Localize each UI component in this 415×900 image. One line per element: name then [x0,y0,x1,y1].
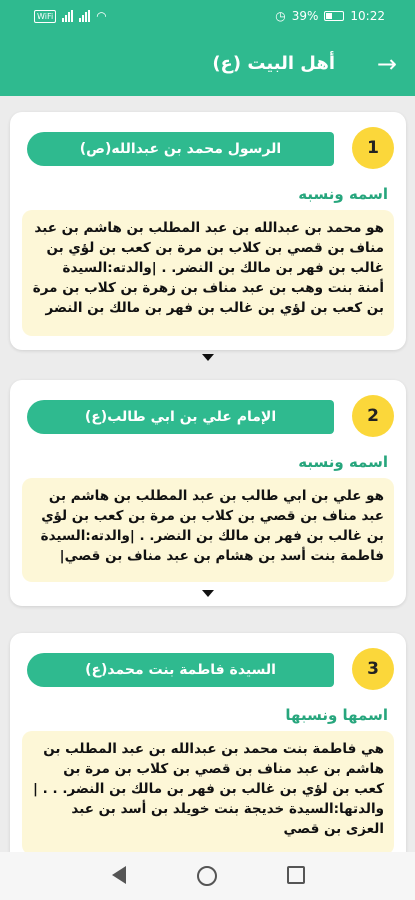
person-card-3[interactable] [10,633,406,852]
status-left [34,9,107,23]
nav-home-icon[interactable] [197,866,217,886]
arrow-back-icon[interactable]: → [376,50,397,78]
card-number: 2 [352,395,394,437]
battery-icon [324,11,344,21]
page-title: أهل البيت (ع) [212,53,335,74]
bio-text: هي فاطمة بنت محمد بن عبدالله بن عبد المطلب بن هاشم بن عبد مناف بن قصي بن كلاب بن مرة بن كعب بن لؤي بن غالب بن فهر بن مالك بن النضر. . . |والدتها:السيدة خديجة بنت خويلد بن أسد بن عبد العزى بن قصي [22,731,394,852]
network-label: WiFi [34,10,56,23]
card-number: 3 [352,648,394,690]
system-nav-bar [0,852,415,900]
people-list[interactable] [0,96,415,852]
status-time: 10:22 [350,9,385,23]
status-right [275,9,385,23]
bio-text: هو محمد بن عبدالله بن عبد المطلب بن هاشم بن عبد مناف بن قصي بن كلاب بن مرة بن كعب بن لؤي بن غالب بن فهر بن مالك بن النضر. . |والدته:السيدة أمنة بنت وهب بن عبد مناف بن زهرة بن كلاب بن مرة بن كعب بن لؤي بن غالب بن فهر بن مالك بن النضر [22,210,394,336]
card-name: الرسول محمد بن عبدالله(ص) [27,132,334,166]
bio-text: هو علي بن ابي طالب بن عبد المطلب بن هاشم بن عبد مناف بن قصي بن كلاب بن مرة بن كعب بن لؤي بن غالب بن فهر بن مالك بن النضر. . |والدته:السيدة فاطمة بنت أسد بن هشام بن عبد مناف بن قصي| [22,478,394,582]
section-label: اسمه ونسبه [298,185,388,203]
nav-back-icon[interactable] [112,866,126,884]
status-bar [0,0,415,34]
nav-recents-icon[interactable] [287,866,305,884]
person-card-1[interactable] [10,112,406,350]
expand-chevron-icon[interactable] [202,354,214,361]
card-number: 1 [352,127,394,169]
alarm-icon: ◷ [275,9,286,23]
section-label: اسمه ونسبه [298,453,388,471]
card-name: الإمام علي بن ابي طالب(ع) [27,400,334,434]
section-label: اسمها ونسبها [285,706,388,724]
app-bar [0,34,415,96]
signal-icon [62,10,73,22]
battery-percent: 39% [291,9,319,23]
expand-chevron-icon[interactable] [202,590,214,597]
signal-icon-2 [79,10,90,22]
wifi-icon: ◠ [96,9,107,23]
person-card-2[interactable] [10,380,406,606]
card-name: السيدة فاطمة بنت محمد(ع) [27,653,334,687]
